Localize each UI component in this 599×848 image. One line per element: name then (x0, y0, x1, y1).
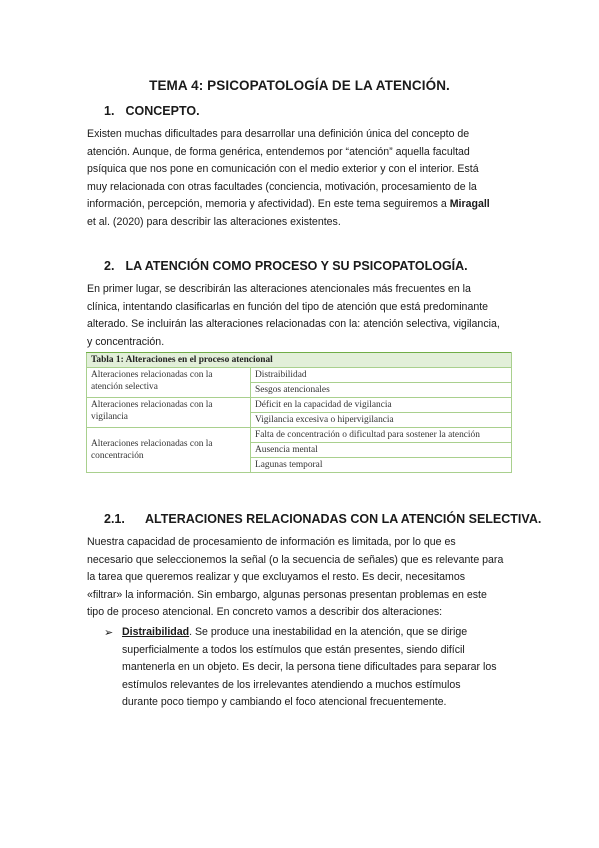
text-line: tipo de proceso atencional. En concreto vamos a describir dos alteraciones: (87, 606, 443, 619)
text-line: et al. (2020) para describir las alteraciones existentes. (87, 215, 341, 228)
text-line: muy relacionada con otras facultades (conciencia, motivación, procesamiento de la (87, 180, 477, 193)
page-title: TEMA 4: PSICOPATOLOGÍA DE LA ATENCIÓN. (149, 78, 450, 93)
text-line: estímulos relevantes de los irrelevantes atendiendo a muchos estímulos (122, 678, 461, 691)
section-heading-concepto (104, 104, 200, 118)
alteraciones-table (86, 352, 512, 473)
text-line: necesario que seleccionemos la señal (o la secuencia de señales) que es relevante para (87, 553, 504, 566)
table-caption: Tabla 1: Alteraciones en el proceso atencional (87, 353, 512, 368)
category-line: Alteraciones relacionadas con la (91, 370, 213, 380)
table-category-cell (87, 428, 251, 473)
paragraph-proceso (87, 281, 517, 351)
table-row (87, 428, 512, 443)
section-number: 2.1. (104, 512, 125, 526)
table-category-cell (87, 398, 251, 428)
text-line: la tarea que queremos realizar y que excluyamos el resto. Es decir, necesitamos (87, 571, 466, 584)
category-line: Alteraciones relacionadas con la (91, 439, 213, 449)
table-item-cell: Déficit en la capacidad de vigilancia (251, 398, 512, 413)
text-line: alterado. Se incluirán las alteraciones relacionadas con la: atención selectiva, vigilancia, (87, 318, 500, 331)
table-item-cell: Vigilancia excesiva o hipervigilancia (251, 413, 512, 428)
category-line: atención selectiva (91, 382, 158, 392)
arrow-bullet-icon: ➢ (104, 627, 114, 639)
text-line: En primer lugar, se describirán las alteraciones atencionales más frecuentes en la (87, 283, 471, 295)
table-item-cell: Sesgos atencionales (251, 383, 512, 398)
text-line: atención. Aunque, de forma genérica, entendemos por “atención” aquella facultad (87, 145, 470, 158)
section-heading-atencion-selectiva (104, 512, 541, 526)
bullet-term: Distraibilidad (122, 626, 190, 638)
text-line (122, 624, 522, 642)
text-line: y concentración. (87, 335, 165, 348)
section-title: ALTERACIONES RELACIONADAS CON LA ATENCIÓN SELECTIVA. (145, 512, 542, 526)
table-category-cell (87, 368, 251, 398)
section-title: LA ATENCIÓN COMO PROCESO Y SU PSICOPATOLOGÍA. (125, 259, 468, 273)
text-line: «filtrar» la información. Sin embargo, algunas personas presentan problemas en este (87, 588, 487, 601)
table-item-cell: Falta de concentración o dificultad para sostener la atención (251, 428, 512, 443)
section-heading-proceso (104, 259, 468, 273)
category-line: Alteraciones relacionadas con la (91, 400, 213, 410)
text-line: Existen muchas dificultades para desarrollar una definición única del concepto de (87, 128, 470, 140)
text-line: psíquica que nos pone en comunicación con el medio exterior y con el interior. Está (87, 163, 479, 176)
text-line: Nuestra capacidad de procesamiento de información es limitada, por lo que es (87, 536, 456, 548)
category-line: vigilancia (91, 412, 128, 422)
table-header-row (87, 353, 512, 368)
table-item-cell: Lagunas temporal (251, 458, 512, 473)
text-line: mantenerla en un objeto. Es decir, la persona tiene dificultades para separar los (122, 661, 497, 674)
table-row (87, 368, 512, 383)
table-item-cell: Distraibilidad (251, 368, 512, 383)
text-line (87, 196, 517, 214)
paragraph-atencion-selectiva (87, 534, 517, 622)
section-number: 1. (104, 104, 115, 118)
category-line: concentración (91, 451, 144, 461)
section-title: CONCEPTO. (125, 104, 200, 118)
text-line: superficialmente a todos los estímulos que están presentes, siendo difícil (122, 643, 465, 656)
paragraph-concepto (87, 126, 517, 232)
section-number: 2. (104, 259, 115, 273)
text-fragment: información, percepción, memoria y afectividad). En este tema seguiremos a (87, 198, 450, 211)
author-name: Miragall (449, 198, 490, 211)
text-fragment: . Se produce una inestabilidad en la atención, que se dirige (189, 626, 468, 638)
text-line: clínica, intentando clasificarlas en función del tipo de atención que está predominante (87, 300, 489, 313)
text-line: durante poco tiempo y cambiando el foco atencional frecuentemente. (122, 696, 447, 709)
table-row (87, 398, 512, 413)
table-item-cell: Ausencia mental (251, 443, 512, 458)
bullet-distraibilidad (122, 624, 522, 712)
